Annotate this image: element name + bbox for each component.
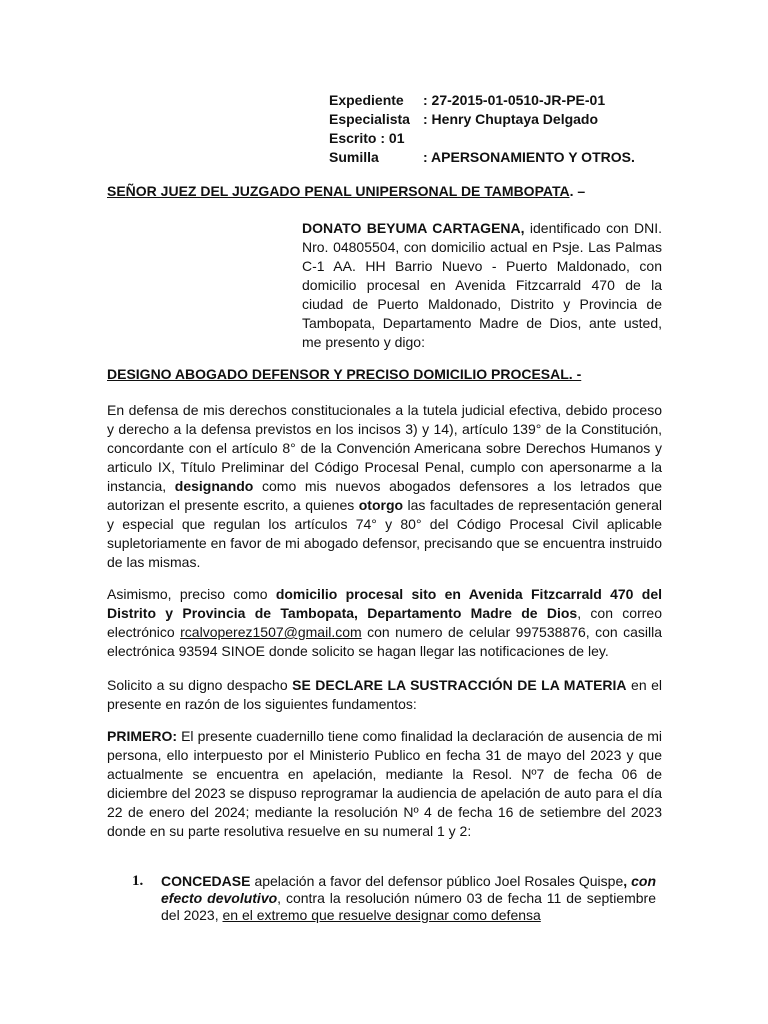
section-title: DESIGNO ABOGADO DEFENSOR Y PRECISO DOMICILIO PROCESAL. - — [107, 366, 582, 382]
case-header — [329, 91, 635, 167]
p1-bold-otorgo: otorgo — [358, 497, 404, 513]
header-row-especialista — [329, 110, 635, 129]
list-text-b: apelación a favor del defensor público Joel Rosales Quispe — [250, 873, 624, 889]
header-label: Especialista — [329, 111, 410, 127]
p1-text-e: las facultades de representación general y especial que regulan los artículos 74° y 80° del Código Procesal Civil aplicable supletoriamente en favor de mi abogado defensor, precisando que se encuentra instruido de las mismas. — [107, 497, 662, 570]
primero-text: El presente cuadernillo tiene como finalidad la declaración de ausencia de mi persona, ello interpuesto por el Ministerio Publico en fecha 31 de mayo del 2023 y que actualmente se encuentra en apelación, mediante la Resol. Nº7 de fecha 06 de diciembre del 2023 se dispuso reprogramar la audiencia de apelación de auto para el día 22 de enero del 2024; mediante la resolución Nº 4 de fecha 16 de setiembre del 2023 donde en su parte resolutiva resuelve en su numeral 1 y 2: — [107, 728, 662, 839]
paragraph-domicile — [107, 585, 662, 661]
header-label: Sumilla — [329, 149, 379, 165]
list-comma: , — [623, 873, 632, 889]
list-number: 1. — [132, 873, 144, 889]
p1-bold-designando: designando — [174, 478, 254, 494]
petitioner-details: identificado con DNI. Nro. 04805504, con domicilio actual en Psje. Las Palmas C-1 AA. HH Barrio Nuevo - Puerto Maldonado, con domicilio procesal en Avenida Fitzcarrald 470 de la ciudad de Puerto Maldonado, Distrito y Provincia de Tambopata, Departamento Madre de Dios, ante usted, me presento y digo: — [302, 220, 662, 350]
header-row-sumilla — [329, 148, 635, 167]
petitioner-intro — [302, 219, 662, 352]
list-item-body — [161, 873, 656, 924]
addressee-text: SEÑOR JUEZ DEL JUZGADO PENAL UNIPERSONAL DE TAMBOPATA — [107, 183, 570, 199]
p3-text-a: Solicito a su digno despacho — [107, 677, 293, 693]
addressee-heading — [107, 183, 585, 199]
petitioner-name: DONATO BEYUMA CARTAGENA, — [302, 220, 525, 236]
header-value: : Henry Chuptaya Delgado — [423, 111, 599, 127]
p3-bold-request: SE DECLARE LA SUSTRACCIÓN DE LA MATERIA — [292, 677, 627, 693]
list-underlined-text: en el extremo que resuelve designar como defensa — [222, 907, 541, 923]
p2-text-c: , con correo electrónico — [107, 605, 662, 640]
p1-text-a: En defensa de mis derechos constitucionales a la tutela judicial efectiva, debido proceso y derecho a la defensa previstos en los incisos 3) y 14), artículo 139° de la Constitución, concordante con el artículo 8° de la Convención Americana sobre Derechos Humanos y articulo IX, Título Preliminar del Código Procesal Penal, cumplo con apersonarme a la instancia, — [107, 402, 662, 494]
header-label: Escrito : 01 — [329, 130, 405, 146]
header-value: : APERSONAMIENTO Y OTROS. — [423, 149, 635, 165]
list-bold-italic: con efecto devolutivo — [161, 873, 656, 906]
primero-label: PRIMERO: — [107, 728, 177, 744]
paragraph-defense — [107, 401, 662, 572]
addressee-suffix: . – — [569, 183, 586, 199]
concedase-label: CONCEDASE — [161, 873, 251, 889]
email-link[interactable]: rcalvoperez1507@gmail.com — [180, 624, 362, 640]
paragraph-primero — [107, 727, 662, 841]
p2-text-a: Asimismo, preciso como — [107, 586, 276, 602]
header-row-escrito — [329, 129, 635, 148]
header-label: Expediente — [329, 92, 404, 108]
p2-text-d: con numero de celular 997538876, con casilla electrónica 93594 SINOE donde solicito se hagan llegar las notificaciones de ley. — [107, 624, 662, 659]
list-text-e: , contra la resolución número 03 de fecha 11 de septiembre del 2023, — [161, 890, 656, 923]
header-value: : 27-2015-01-0510-JR-PE-01 — [423, 92, 606, 108]
p3-text-c: en el presente en razón de los siguientes fundamentos: — [107, 677, 662, 712]
header-row-expediente — [329, 91, 635, 110]
p2-bold-domicile: domicilio procesal sito en Avenida Fitzcarrald 470 del Distrito y Provincia de Tambopata, Departamento Madre de Dios — [107, 586, 662, 621]
p1-text-c: como mis nuevos abogados defensores a los letrados que autorizan el presente escrito, a quienes — [107, 478, 662, 513]
paragraph-request — [107, 676, 662, 714]
